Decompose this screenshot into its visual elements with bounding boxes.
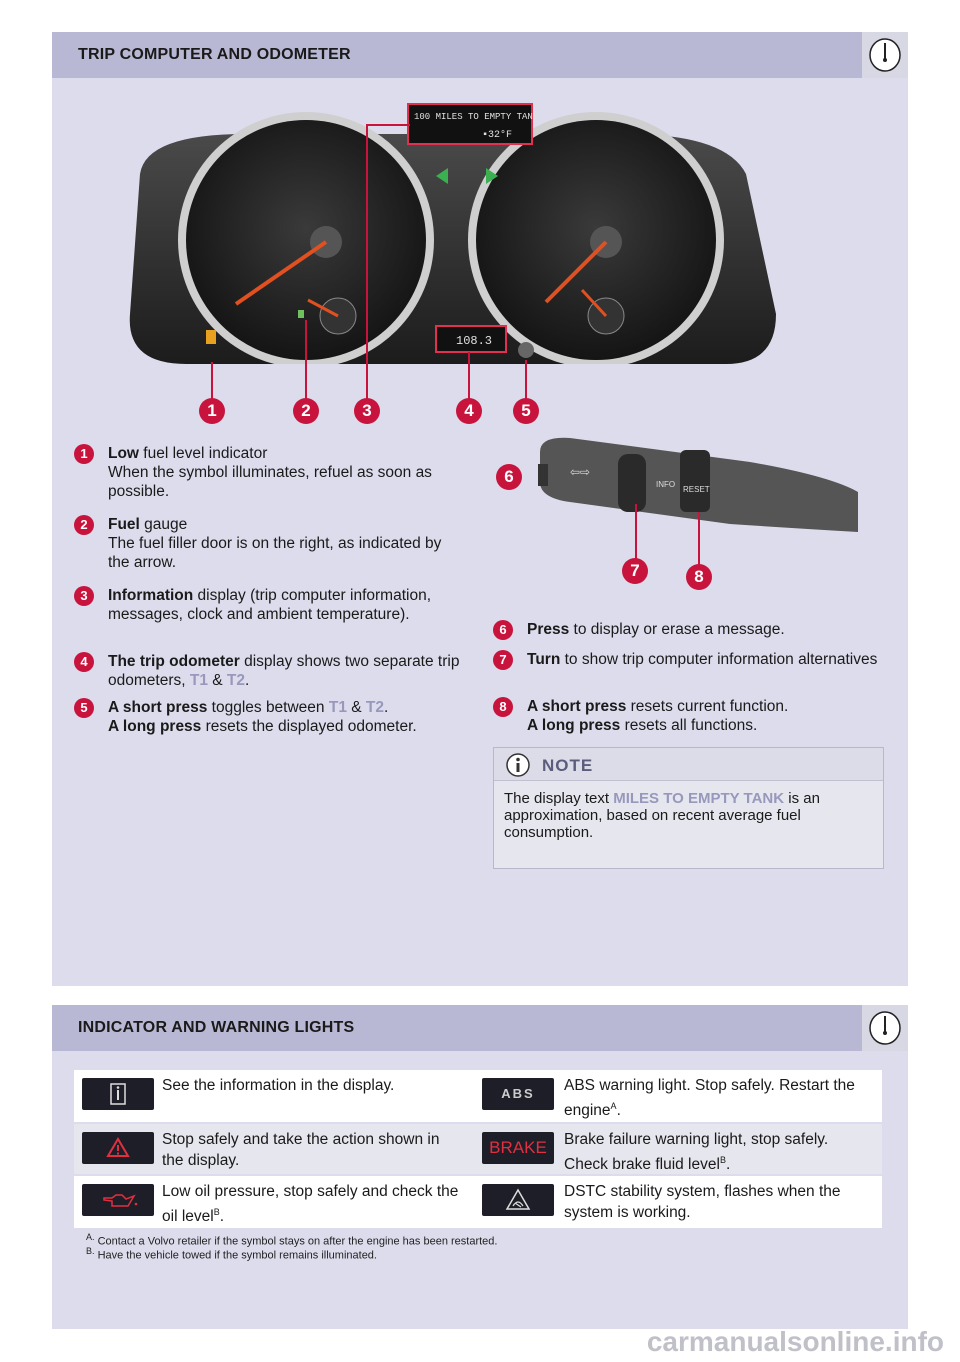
callout-2: 2 <box>293 398 319 424</box>
warning-lights-table <box>74 1070 882 1230</box>
left-description: See the information in the display. <box>162 1077 395 1094</box>
odometer-text: 108.3 <box>456 334 493 348</box>
footnote-b: $^{B.}$ Have the vehicle towed if the symbol remains illuminated. <box>86 1246 377 1262</box>
item-4: 4 The trip odometer display shows two separate trip odometers, T1 & T2. <box>74 652 464 690</box>
bullet-4: 4 <box>74 652 94 672</box>
table-row <box>74 1124 882 1176</box>
bullet-1: 1 <box>74 444 94 464</box>
footnote-a: $^{A.}$ Contact a Volvo retailer if the symbol stays on after the engine has been restarted. <box>86 1232 498 1248</box>
info-icon <box>82 1078 154 1110</box>
right-description: DSTC stability system, flashes when the system is working. <box>564 1183 841 1221</box>
callout-3: 3 <box>354 398 380 424</box>
panel-header <box>52 1005 908 1051</box>
bullet-6: 6 <box>493 620 513 640</box>
bullet-8: 8 <box>493 697 513 717</box>
left-description: Low oil pressure, stop safely and check the oil level$^B$. <box>162 1183 459 1226</box>
gauge-icon-box <box>862 32 908 78</box>
bullet-5: 5 <box>74 698 94 718</box>
callout-line-7 <box>635 504 637 560</box>
panel-title: INDICATOR AND WARNING LIGHTS <box>78 1019 355 1036</box>
note-text: The display text MILES TO EMPTY TANK is an approximation, based on recent average fuel consumption. <box>504 790 820 841</box>
right-description: ABS warning light. Stop safely. Restart the engine$^A$. <box>564 1077 855 1120</box>
callout-line-3 <box>366 124 368 400</box>
stalk-reset-label: RESET <box>683 485 710 494</box>
cluster-temp-text: ▪32°F <box>482 130 513 141</box>
callout-6: 6 <box>496 464 522 490</box>
callout-5: 5 <box>513 398 539 424</box>
gauge-icon <box>868 37 902 73</box>
note-box <box>493 747 884 869</box>
callout-4: 4 <box>456 398 482 424</box>
note-title: NOTE <box>542 756 594 775</box>
bullet-2: 2 <box>74 515 94 535</box>
item-8: 8 A short press resets current function. A long press resets all functions. <box>493 697 883 735</box>
info-icon <box>505 752 531 778</box>
gauge-icon <box>868 1010 902 1046</box>
oil-can-icon <box>82 1184 154 1216</box>
table-row <box>74 1070 882 1124</box>
callout-line-4 <box>468 352 470 400</box>
callout-8: 8 <box>686 564 712 590</box>
item-6: 6 Press to display or erase a message. <box>493 620 883 639</box>
callout-line-3h <box>366 124 410 126</box>
right-description: Brake failure warning light, stop safely. Check brake fluid level$^B$. <box>564 1131 829 1174</box>
callout-7: 7 <box>622 558 648 584</box>
dstc-icon <box>482 1184 554 1216</box>
item-2: 2 Fuel gauge The fuel filler door is on the right, as indicated by the arrow. <box>74 515 464 572</box>
table-row <box>74 1176 882 1230</box>
item-3: 3 Information display (trip computer information, messages, clock and ambient temperature). <box>74 586 464 624</box>
callout-line-2 <box>305 320 307 400</box>
brake-icon: BRAKE <box>482 1132 554 1164</box>
left-description: Stop safely and take the action shown in the display. <box>162 1131 440 1169</box>
abs-icon: ABS <box>482 1078 554 1110</box>
callout-line-1 <box>211 362 213 400</box>
item-7: 7 Turn to show trip computer information alternatives <box>493 650 883 669</box>
item-5: 5 A short press toggles between T1 & T2. A long press resets the displayed odometer. <box>74 698 464 736</box>
panel-title: TRIP COMPUTER AND ODOMETER <box>78 46 351 63</box>
bullet-7: 7 <box>493 650 513 670</box>
steering-stalk-image <box>530 432 860 552</box>
stalk-info-label: INFO <box>656 480 676 489</box>
callout-line-5 <box>525 360 527 400</box>
bullet-3: 3 <box>74 586 94 606</box>
instrument-cluster-image <box>86 64 786 364</box>
cluster-display-text: 100 MILES TO EMPTY TANK <box>414 112 539 122</box>
watermark: carmanualsonline.info <box>646 1326 944 1357</box>
callout-1: 1 <box>199 398 225 424</box>
warning-triangle-icon <box>82 1132 154 1164</box>
gauge-icon-box <box>862 1005 908 1051</box>
svg-text:⇦⇨: ⇦⇨ <box>570 465 591 479</box>
callout-line-8 <box>698 512 700 568</box>
item-1: 1 Low fuel level indicator When the symbol illuminates, refuel as soon as possible. <box>74 444 464 501</box>
note-header <box>494 748 883 781</box>
